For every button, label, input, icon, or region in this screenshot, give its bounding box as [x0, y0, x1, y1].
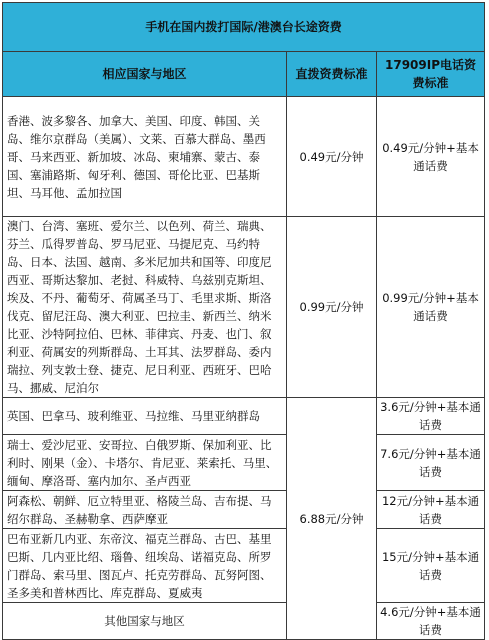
table-row — [3, 217, 485, 398]
countries-cell: 英国、巴拿马、玻利维亚、马拉维、马里亚纳群岛 — [3, 398, 287, 435]
table-row — [3, 529, 485, 603]
title-row — [3, 3, 485, 52]
countries-cell: 巴布亚新几内亚、东帝汶、福克兰群岛、古巴、基里巴斯、几内亚比绍、瑙鲁、纽埃岛、诺福克岛、所罗门群岛、索马里、图瓦卢、托克劳群岛、瓦努阿图、圣多美和普林西比、库克群岛、夏威夷 — [3, 529, 287, 603]
direct-rate-cell: 0.99元/分钟 — [287, 217, 377, 398]
rate-table-container — [2, 2, 484, 640]
ip-rate-cell: 0.49元/分钟+基本通话费 — [377, 97, 485, 217]
countries-cell: 澳门、台湾、塞班、爱尔兰、以色列、荷兰、瑞典、芬兰、瓜得罗普岛、罗马尼亚、马提尼克、马约特岛、日本、法国、越南、多米尼加共和国等、印度尼西亚、哥斯达黎加、老挝、科威特、乌兹别克斯坦、埃及、不丹、葡萄牙、荷属圣马丁、毛里求斯、斯洛伐克、留尼汪岛、澳大利亚、巴拉圭、新西兰、纳米比亚、沙特阿拉伯、巴林、菲律宾、丹麦、也门、叙利亚、荷属安的列斯群岛、土耳其、法罗群岛、委内瑞拉、列支敦士登、捷克、尼日利亚、西班牙、巴哈马、挪威、尼泊尔 — [3, 217, 287, 398]
ip-rate-cell: 12元/分钟+基本通话费 — [377, 491, 485, 529]
countries-cell: 香港、波多黎各、加拿大、美国、印度、韩国、关岛、维尔京群岛（美属）、文莱、百慕大群岛、墨西哥、马来西亚、新加坡、冰岛、柬埔寨、蒙古、泰国、塞浦路斯、匈牙利、德国、哥伦比亚、巴基斯坦、马耳他、孟加拉国 — [3, 97, 287, 217]
table-row — [3, 435, 485, 491]
ip-rate-cell: 7.6元/分钟+基本通话费 — [377, 435, 485, 491]
header-row — [3, 52, 485, 97]
header-countries: 相应国家与地区 — [3, 52, 287, 97]
table-row — [3, 398, 485, 435]
header-ip-rate: 17909IP电话资费标准 — [377, 52, 485, 97]
header-direct-rate: 直拨资费标准 — [287, 52, 377, 97]
table-title: 手机在国内拨打国际/港澳台长途资费 — [3, 3, 485, 52]
ip-rate-cell: 4.6元/分钟+基本通话费 — [377, 603, 485, 640]
table-row — [3, 491, 485, 529]
ip-rate-cell: 0.99元/分钟+基本通话费 — [377, 217, 485, 398]
table-row — [3, 97, 485, 217]
direct-rate-cell: 0.49元/分钟 — [287, 97, 377, 217]
rate-table — [2, 2, 485, 640]
countries-cell: 其他国家与地区 — [3, 603, 287, 640]
countries-cell: 阿森松、朝鲜、厄立特里亚、格陵兰岛、吉布提、马绍尔群岛、圣赫勒拿、西萨摩亚 — [3, 491, 287, 529]
ip-rate-cell: 15元/分钟+基本通话费 — [377, 529, 485, 603]
countries-cell: 瑞士、爱沙尼亚、安哥拉、白俄罗斯、保加利亚、比利时、刚果（金）、卡塔尔、肯尼亚、莱索托、马里、缅甸、摩洛哥、塞内加尔、圣卢西亚 — [3, 435, 287, 491]
ip-rate-cell: 3.6元/分钟+基本通话费 — [377, 398, 485, 435]
table-row — [3, 603, 485, 640]
direct-rate-cell-merged: 6.88元/分钟 — [287, 398, 377, 640]
